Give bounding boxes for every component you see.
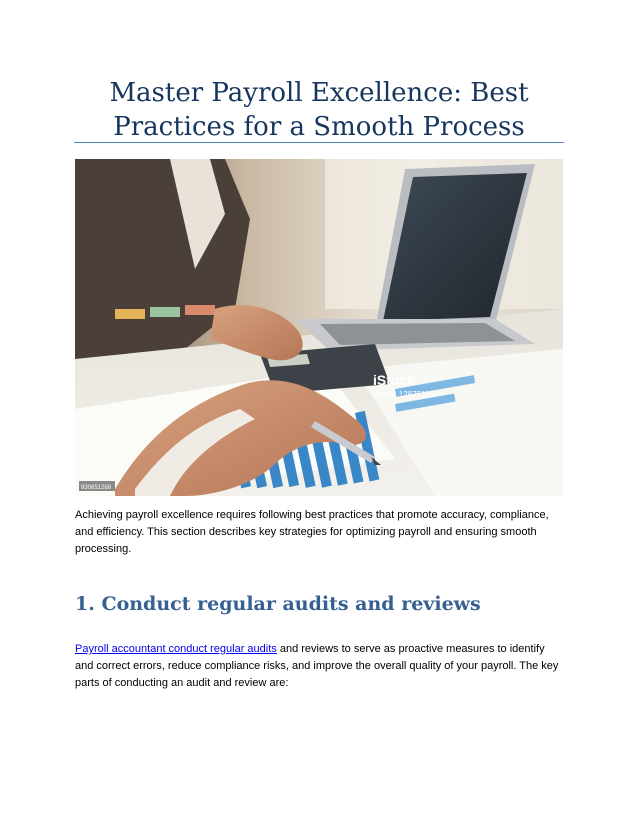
audits-paragraph <box>75 641 565 692</box>
section-heading-audits: 1. Conduct regular audits and reviews <box>75 593 481 615</box>
watermark-credit: Credit: 12875116 <box>373 390 434 399</box>
watermark-brand: iStock <box>373 372 416 388</box>
image-corner-id: 930651288 <box>81 485 112 491</box>
audits-paragraph-text: and reviews to serve as proactive measures to identify and correct errors, reduce compliance risks, and improve the overall quality of your payroll. The key parts of conducting an audit and review are: <box>75 643 559 689</box>
photo-illustration <box>75 159 563 496</box>
page-title: Master Payroll Excellence: Best Practices for a Smooth Process <box>109 78 529 142</box>
title-underline <box>74 142 564 143</box>
intro-paragraph: Achieving payroll excellence requires following best practices that promote accuracy, compliance, and efficiency. This section describes key strategies for optimizing payroll and ensuring smooth processing. <box>75 509 549 555</box>
hero-photo <box>75 159 563 496</box>
payroll-audits-link[interactable]: Payroll accountant conduct regular audits <box>75 643 277 655</box>
